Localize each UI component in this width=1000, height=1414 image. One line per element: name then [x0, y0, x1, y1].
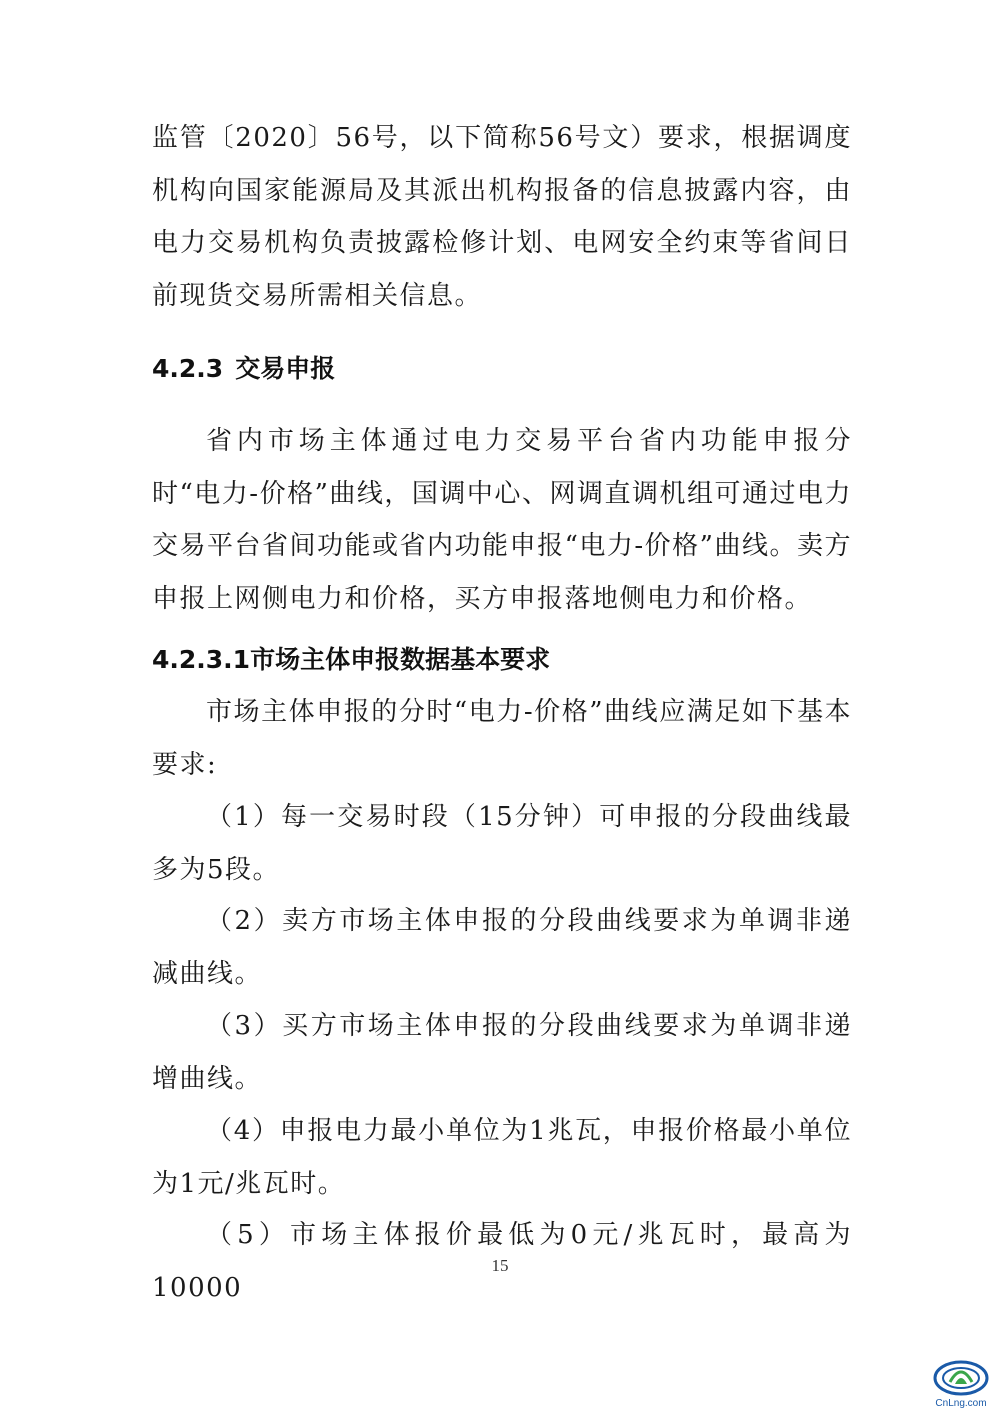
- subsection-number: 4.2.3.1: [152, 645, 251, 674]
- requirement-item-3: （3）买方市场主体申报的分段曲线要求为单调非递增曲线。: [152, 1011, 852, 1094]
- page-number: 15: [491, 1256, 509, 1275]
- cnlng-logo-icon: [928, 1356, 994, 1410]
- logo-text: CnLng.com: [935, 1398, 987, 1409]
- paragraph-regulation-reference: 监管〔2020〕56号，以下简称56号文）要求，根据调度机构向国家能源局及其派出机构报备的信息披露内容，由电力交易机构负责披露检修计划、电网安全约束等省间日前现货交易所需相关信息。: [152, 123, 852, 311]
- requirement-item-4: （4）申报电力最小单位为1兆瓦，申报价格最小单位为1元/兆瓦时。: [152, 1116, 852, 1199]
- requirement-item-5: （5）市场主体报价最低为0元/兆瓦时，最高为10000: [152, 1220, 852, 1303]
- requirement-item-2: （2）卖方市场主体申报的分段曲线要求为单调非递减曲线。: [152, 906, 852, 989]
- section-heading-4-2-3: [152, 351, 335, 387]
- section-number: 4.2.3: [152, 354, 224, 383]
- paragraph-trade-declaration: 省内市场主体通过电力交易平台省内功能申报分时“电力-价格”曲线，国调中心、网调直调机组可通过电力交易平台省间功能或省内功能申报“电力-价格”曲线。卖方申报上网侧电力和价格，买方申报落地侧电力和价格。: [152, 426, 852, 614]
- subsection-title: 市场主体申报数据基本要求: [250, 645, 551, 674]
- section-heading-4-2-3-1: [152, 642, 550, 678]
- requirement-item-1: （1）每一交易时段（15分钟）可申报的分段曲线最多为5段。: [152, 802, 852, 885]
- paragraph-basic-requirements: 市场主体申报的分时“电力-价格”曲线应满足如下基本要求:: [152, 697, 852, 780]
- section-title: 交易申报: [235, 354, 336, 383]
